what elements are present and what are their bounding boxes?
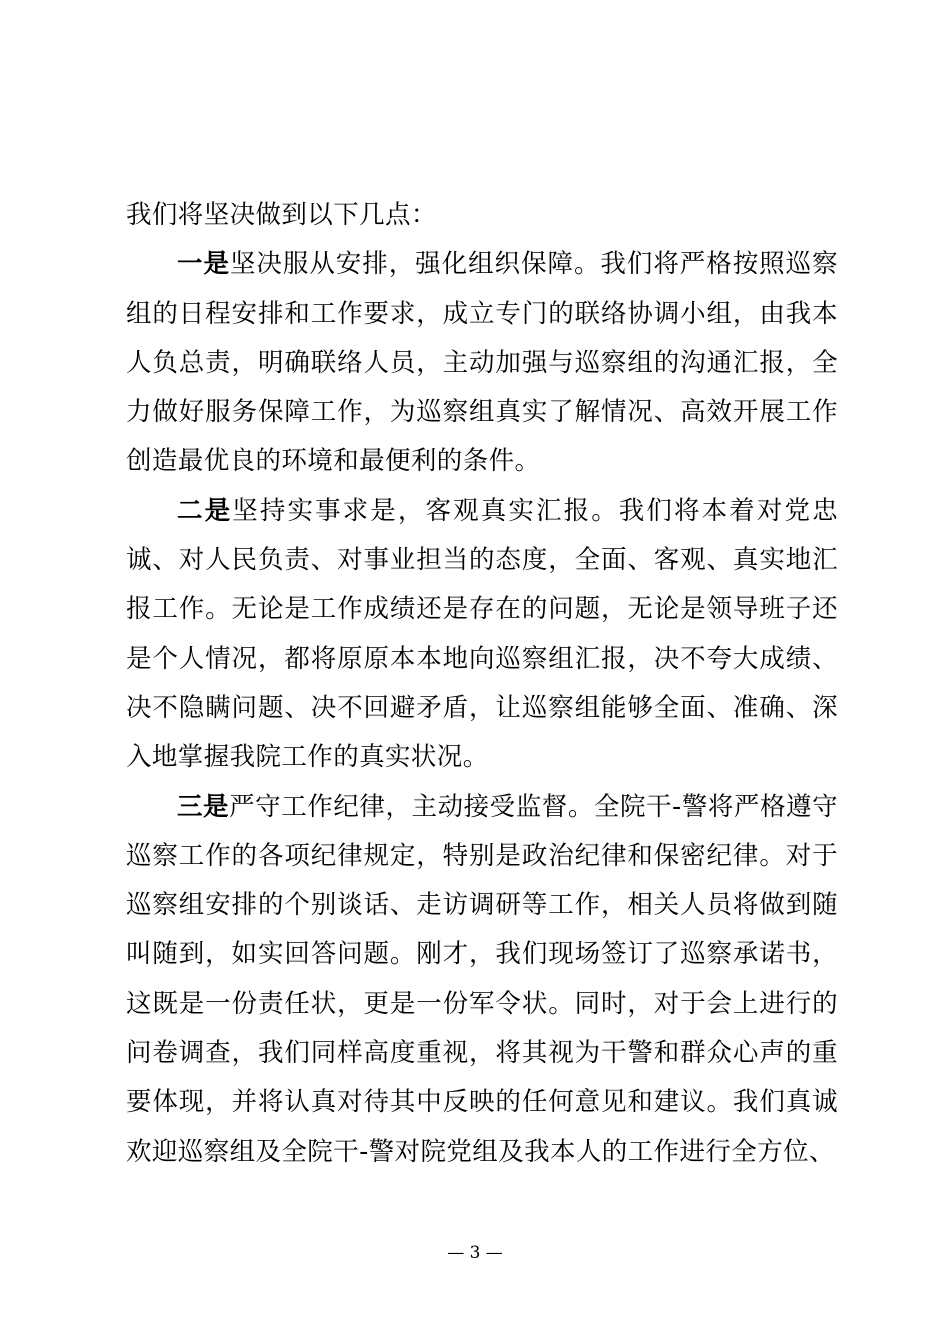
- point-paragraph-1: [126, 240, 838, 486]
- document-body: [126, 191, 838, 1177]
- point-lead-2: 二是: [177, 495, 233, 526]
- page-number: — 3 —: [447, 1243, 503, 1263]
- point-text-1: 坚决服从安排，强化组织保障。我们将严格按照巡察组的日程安排和工作要求，成立专门的联络协调小组，由我本人负总责，明确联络人员，主动加强与巡察组的沟通汇报，全力做好服务保障工作，为巡察组真实了解情况、高效开展工作创造最优良的环境和最便利的条件。: [126, 249, 838, 477]
- point-text-2: 坚持实事求是，客观真实汇报。我们将本着对党忠诚、对人民负责、对事业担当的态度，全面、客观、真实地汇报工作。无论是工作成绩还是存在的问题，无论是领导班子还是个人情况，都将原原本本地向巡察组汇报，决不夸大成绩、决不隐瞒问题、决不回避矛盾，让巡察组能够全面、准确、深入地掌握我院工作的真实状况。: [126, 495, 838, 773]
- point-lead-1: 一是: [177, 249, 230, 280]
- intro-paragraph: 我们将坚决做到以下几点：: [126, 200, 437, 230]
- point-paragraph-2: [126, 487, 838, 783]
- point-lead-3: 三是: [177, 791, 230, 822]
- point-paragraph-3: [126, 783, 838, 1177]
- point-text-3: 严守工作纪律，主动接受监督。全院干-警将严格遵守巡察工作的各项纪律规定，特别是政治纪律和保密纪律。对于巡察组安排的个别谈话、走访调研等工作，相关人员将做到随叫随到，如实回答问题。刚才，我们现场签订了巡察承诺书，这既是一份责任状，更是一份军令状。同时，对于会上进行的问卷调查，我们同样高度重视，将其视为干警和群众心声的重要体现，并将认真对待其中反映的任何意见和建议。我们真诚欢迎巡察组及全院干-警对院党组及我本人的工作进行全方位、: [126, 791, 838, 1167]
